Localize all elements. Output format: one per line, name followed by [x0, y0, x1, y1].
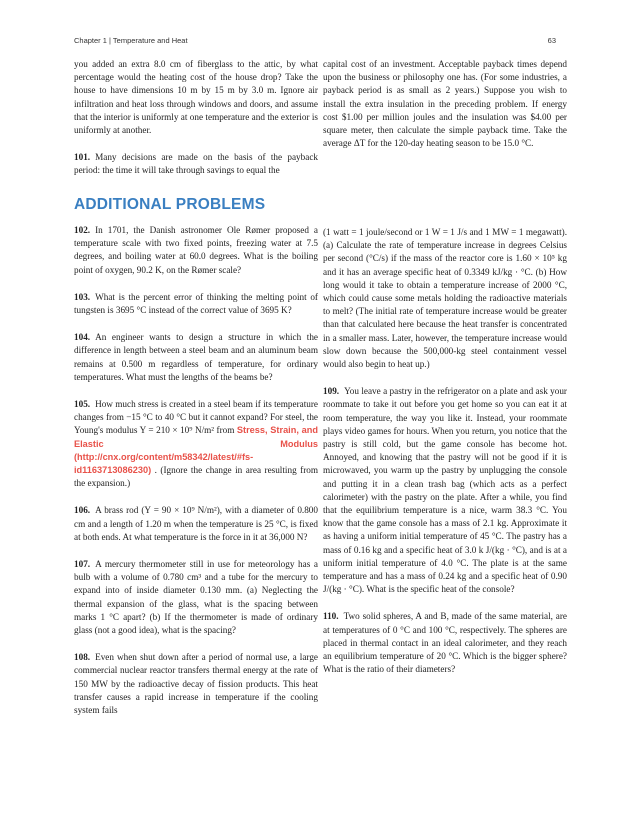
problem-text: In 1701, the Danish astronomer Ole Rømer proposed a temperature scale with two fixed points, freezing water at 7.5 degrees, and boiling water at 60.0 degrees. What is the boiling point of oxygen, 90.2 K, on the Rømer scale?: [74, 225, 318, 275]
chapter-title: Chapter 1 | Temperature and Heat: [74, 36, 188, 45]
stress-strain-link[interactable]: Stress, Strain, and Elastic Modulus (http://cnx.org/content/m58342/latest/#fs-id1163713086230): [74, 425, 318, 476]
problem-number: 101.: [74, 152, 91, 163]
problem-number: 102.: [74, 225, 91, 235]
problem-109: [323, 385, 567, 596]
problem-104: [74, 331, 318, 384]
problem-text: Many decisions are made on the basis of the payback period: the time it will take through savings to equal the: [74, 152, 318, 176]
problem-101: [74, 151, 318, 177]
problem-number: 109.: [323, 386, 340, 397]
problem-text: What is the percent error of thinking the melting point of tungsten is 3695 °C instead of the correct value of 3695 K?: [74, 291, 318, 316]
problem-text: How much stress is created in a steel beam if its temperature changes from −15 °C to 40 °C but it cannot expand? For steel, the Young's modulus Y = 210 × 10⁹ N/m² from: [74, 399, 318, 436]
problem-100-continuation: you added an extra 8.0 cm of fiberglass to the attic, by what percentage would the heating cost of the house drop? Take the house to have dimensions 10 m by 15 m by 3.0 m. Ignore air infiltration and heat loss through windows and doors, and assume that the interior is uniformly at one temperature and the exterior is uniformly at another.: [74, 59, 318, 136]
problem-101-continuation: capital cost of an investment. Acceptable payback times depend upon the business or philosophy one has. (For some industries, a payback period is as small as 2 years.) Suppose you wish to install the extra insulation in the preceding problem. If energy cost $1.00 per million joules and the insulation was $4.00 per square meter, then calculate the simple payback time. Take the average ΔT for the 120-day heating season to be 15.0 °C.: [323, 59, 567, 149]
top-left-column: [74, 58, 318, 178]
problem-103: [74, 291, 318, 317]
problem-text: You leave a pastry in the refrigerator on a plate and ask your roommate to take it out before you get home so you can eat it at room temperature, the way you like it. Instead, your roommate plays video games for hours. When you return, you notice that the pastry is still cold, but the game console has become hot. Annoyed, and knowing that the pastry will not be good if it is microwaved, you warm up the pastry by unplugging the console and putting it in a clean trash bag (which acts as a perfect calorimeter) with the pastry on the plate. After a while, you find that the equilibrium temperature is a nice, warm 38.3 °C. You know that the game console has a mass of 2.1 kg. Approximate it as having a uniform initial temperature of 45 °C. The pastry has a mass of 0.16 kg and a specific heat of 3.0 k J/(kg · °C), and is at a uniform initial temperature of 4.0 °C. The plate is at the same temperature and has a mass of 0.24 kg and a specific heat of 0.90 J/(kg · °C). What is the specific heat of the console?: [323, 386, 567, 595]
page-number: 63: [547, 36, 556, 45]
problem-108: [74, 651, 318, 717]
problem-number: 104.: [74, 332, 91, 343]
problem-number: 110.: [323, 611, 339, 622]
top-right-column: [323, 58, 567, 150]
problem-105: [74, 398, 318, 490]
problem-text: A brass rod (Y = 90 × 10⁹ N/m²), with a diameter of 0.800 cm and a length of 1.20 m when the temperature is 25 °C, is fixed at both ends. At what temperature is the force in it at 36,000 N?: [74, 505, 318, 542]
lower-right-column: [323, 226, 567, 677]
problem-text-cont: . (Ignore the change in area resulting from the expansion.): [74, 465, 318, 489]
problem-text: Two solid spheres, A and B, made of the same material, are at temperatures of 0 °C and 100 °C, respectively. The spheres are placed in thermal contact in an ideal calorimeter, and they reach an equilibrium temperature of 20 °C. Which is the bigger sphere? What is the ratio of their diameters?: [323, 611, 567, 675]
problem-text: An engineer wants to design a structure in which the difference in length between a steel beam and an aluminum beam remains at 0.500 m regardless of temperature, for ordinary temperatures. What must the lengths of the beams be?: [74, 332, 318, 382]
problem-107: [74, 558, 318, 637]
page-header: [74, 36, 556, 48]
problem-text: Even when shut down after a period of normal use, a large commercial nuclear reactor transfers thermal energy at the rate of 150 MW by the radioactive decay of fission products. This heat transfer causes a rapid increase in temperature if the cooling system fails: [74, 652, 318, 716]
problem-106: [74, 504, 318, 544]
problem-text: A mercury thermometer still in use for meteorology has a bulb with a volume of 0.780 cm³ and a tube for the mercury to expand into of inside diameter 0.130 mm. (a) Neglecting the thermal expansion of the glass, what is the spacing between marks 1 °C apart? (b) If the thermometer is made of ordinary glass (not a good idea), what is the spacing?: [74, 559, 318, 636]
problem-110: [323, 610, 567, 676]
problem-number: 107.: [74, 559, 91, 570]
problem-108-continuation: (1 watt = 1 joule/second or 1 W = 1 J/s and 1 MW = 1 megawatt). (a) Calculate the rate of temperature increase in degrees Celsius per second (°C/s) if the mass of the reactor core is 1.60 × 10⁵ kg and it has an average specific heat of 0.3349 kJ/kg · °C. (b) How long would it take to obtain a temperature increase of 2000 °C, which could cause some metals holding the radioactive materials to melt? (The initial rate of temperature increase would be greater than that calculated here because the heat transfer is concentrated in a smaller mass. Later, however, the temperature increase would slow down because the 500,000-kg steel containment vessel would also begin to heat up.): [323, 227, 567, 370]
lower-left-column: [74, 224, 318, 717]
section-heading: ADDITIONAL PROBLEMS: [74, 196, 266, 213]
problem-number: 106.: [74, 505, 91, 516]
problem-number: 103.: [74, 291, 91, 302]
problem-number: 105.: [74, 399, 91, 410]
problem-number: 108.: [74, 652, 91, 663]
problem-102: [74, 224, 318, 277]
